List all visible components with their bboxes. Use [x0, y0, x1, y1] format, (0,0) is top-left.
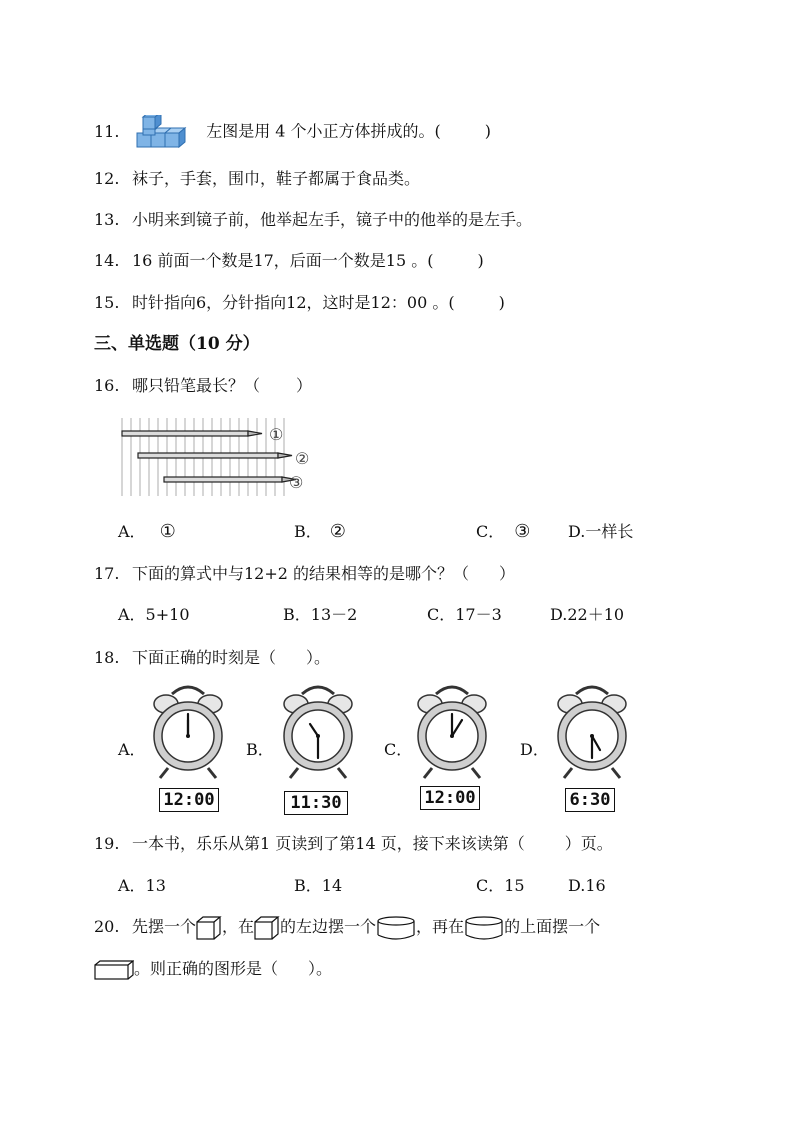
question-number: 15.	[94, 293, 120, 312]
option-value: ①	[159, 521, 176, 542]
question-text: 小明来到镜子前，他举起左手，镜子中的他举的是左手。	[132, 210, 533, 229]
alarm-clock-icon	[414, 684, 490, 780]
option-d-label[interactable]: D．	[520, 740, 549, 759]
question-20	[94, 915, 600, 940]
question-text: 的左边摆一个	[280, 917, 377, 936]
option-d[interactable]: D.22＋10	[550, 605, 625, 624]
question-20-continued	[94, 957, 332, 981]
option-label: B．	[294, 522, 322, 541]
pencil-1	[122, 431, 262, 436]
answer-paren-close: ）。	[306, 648, 331, 667]
cylinder-icon	[376, 916, 416, 940]
question-number: 17.	[94, 564, 120, 583]
cube-stack-icon	[133, 115, 199, 149]
digital-time-d: 6:30	[565, 788, 615, 812]
question-15	[94, 291, 505, 315]
option-b[interactable]: B．14	[294, 876, 343, 895]
question-text: 。则正确的图形是（	[134, 959, 279, 978]
question-number: 18.	[94, 648, 120, 667]
answer-paren-close: )	[498, 293, 505, 312]
question-text: 左图是用 4 个小正方体拼成的。(	[206, 121, 441, 141]
option-label: A．	[118, 522, 146, 541]
pencil-label-1: ①	[269, 425, 284, 444]
cylinder-icon	[464, 916, 504, 940]
question-text: 下面正确的时刻是（	[132, 648, 277, 667]
answer-paren-close: ）	[296, 376, 313, 395]
option-d[interactable]: D.16	[568, 876, 606, 895]
option-value: ②	[329, 521, 346, 542]
pencil-3	[164, 477, 296, 482]
pencil-label-3: ③	[289, 473, 304, 492]
option-label: C．	[476, 522, 505, 541]
alarm-clock-icon	[554, 684, 630, 780]
option-c[interactable]: C．17－3	[427, 605, 502, 624]
question-text: 16 前面一个数是17，后面一个数是15 。(	[132, 251, 434, 270]
option-b[interactable]	[294, 521, 346, 543]
question-text: 时针指向6，分针指向12，这时是12：00 。(	[132, 293, 455, 312]
question-18	[94, 646, 330, 670]
question-11	[94, 115, 491, 149]
question-number: 14.	[94, 251, 120, 270]
question-text: ，再在	[416, 917, 465, 936]
question-19	[94, 832, 613, 856]
digital-time-c: 12:00	[420, 786, 480, 810]
question-12	[94, 167, 420, 191]
answer-paren-close: ）。	[308, 959, 333, 978]
digital-time-b: 11:30	[284, 791, 348, 815]
pencil-2	[138, 453, 292, 458]
question-number: 16.	[94, 376, 120, 395]
digital-time-a: 12:00	[159, 788, 219, 812]
option-a[interactable]: A．5+10	[118, 605, 190, 624]
option-c[interactable]: C．15	[476, 876, 525, 895]
question-number: 19.	[94, 834, 120, 853]
answer-paren-close: ）页。	[564, 834, 613, 853]
option-b[interactable]: B．13－2	[283, 605, 358, 624]
question-text: 袜子，手套，围巾，鞋子都属于食品类。	[132, 169, 421, 188]
cube-icon	[254, 916, 280, 940]
option-b-label[interactable]: B．	[246, 740, 274, 759]
pencil-label-2: ②	[295, 449, 310, 468]
option-a[interactable]: A．13	[118, 876, 166, 895]
question-16	[94, 374, 312, 398]
answer-paren-close: )	[477, 251, 484, 270]
option-value: ③	[514, 521, 531, 542]
question-text: 哪只铅笔最长？（	[132, 376, 261, 395]
alarm-clock-icon	[280, 684, 356, 780]
question-14	[94, 249, 484, 273]
option-c[interactable]	[476, 521, 530, 543]
question-text: ，在	[222, 917, 255, 936]
alarm-clock-icon	[150, 684, 226, 780]
question-13	[94, 208, 532, 232]
section-title: 三、单选题（10 分）	[94, 334, 260, 354]
option-c-label[interactable]: C．	[384, 740, 413, 759]
answer-paren-close: )	[484, 121, 492, 141]
option-d[interactable]: D.一样长	[568, 522, 634, 541]
cube-icon	[196, 916, 222, 940]
cuboid-icon	[94, 960, 134, 980]
option-a-label[interactable]: A．	[118, 740, 146, 759]
question-number: 12.	[94, 169, 120, 188]
question-text: 一本书，乐乐从第1 页读到了第14 页，接下来该读第（	[132, 834, 525, 853]
question-number: 13.	[94, 210, 120, 229]
question-text: 先摆一个	[132, 917, 197, 936]
question-text: 的上面摆一个	[504, 917, 601, 936]
question-text: 下面的算式中与12+2 的结果相等的是哪个？（	[132, 564, 470, 583]
answer-paren-close: ）	[499, 564, 516, 583]
question-number: 11.	[94, 121, 120, 141]
question-number: 20.	[94, 917, 120, 936]
option-a[interactable]	[118, 521, 176, 543]
pencil-figure	[118, 416, 318, 498]
question-17	[94, 562, 515, 586]
